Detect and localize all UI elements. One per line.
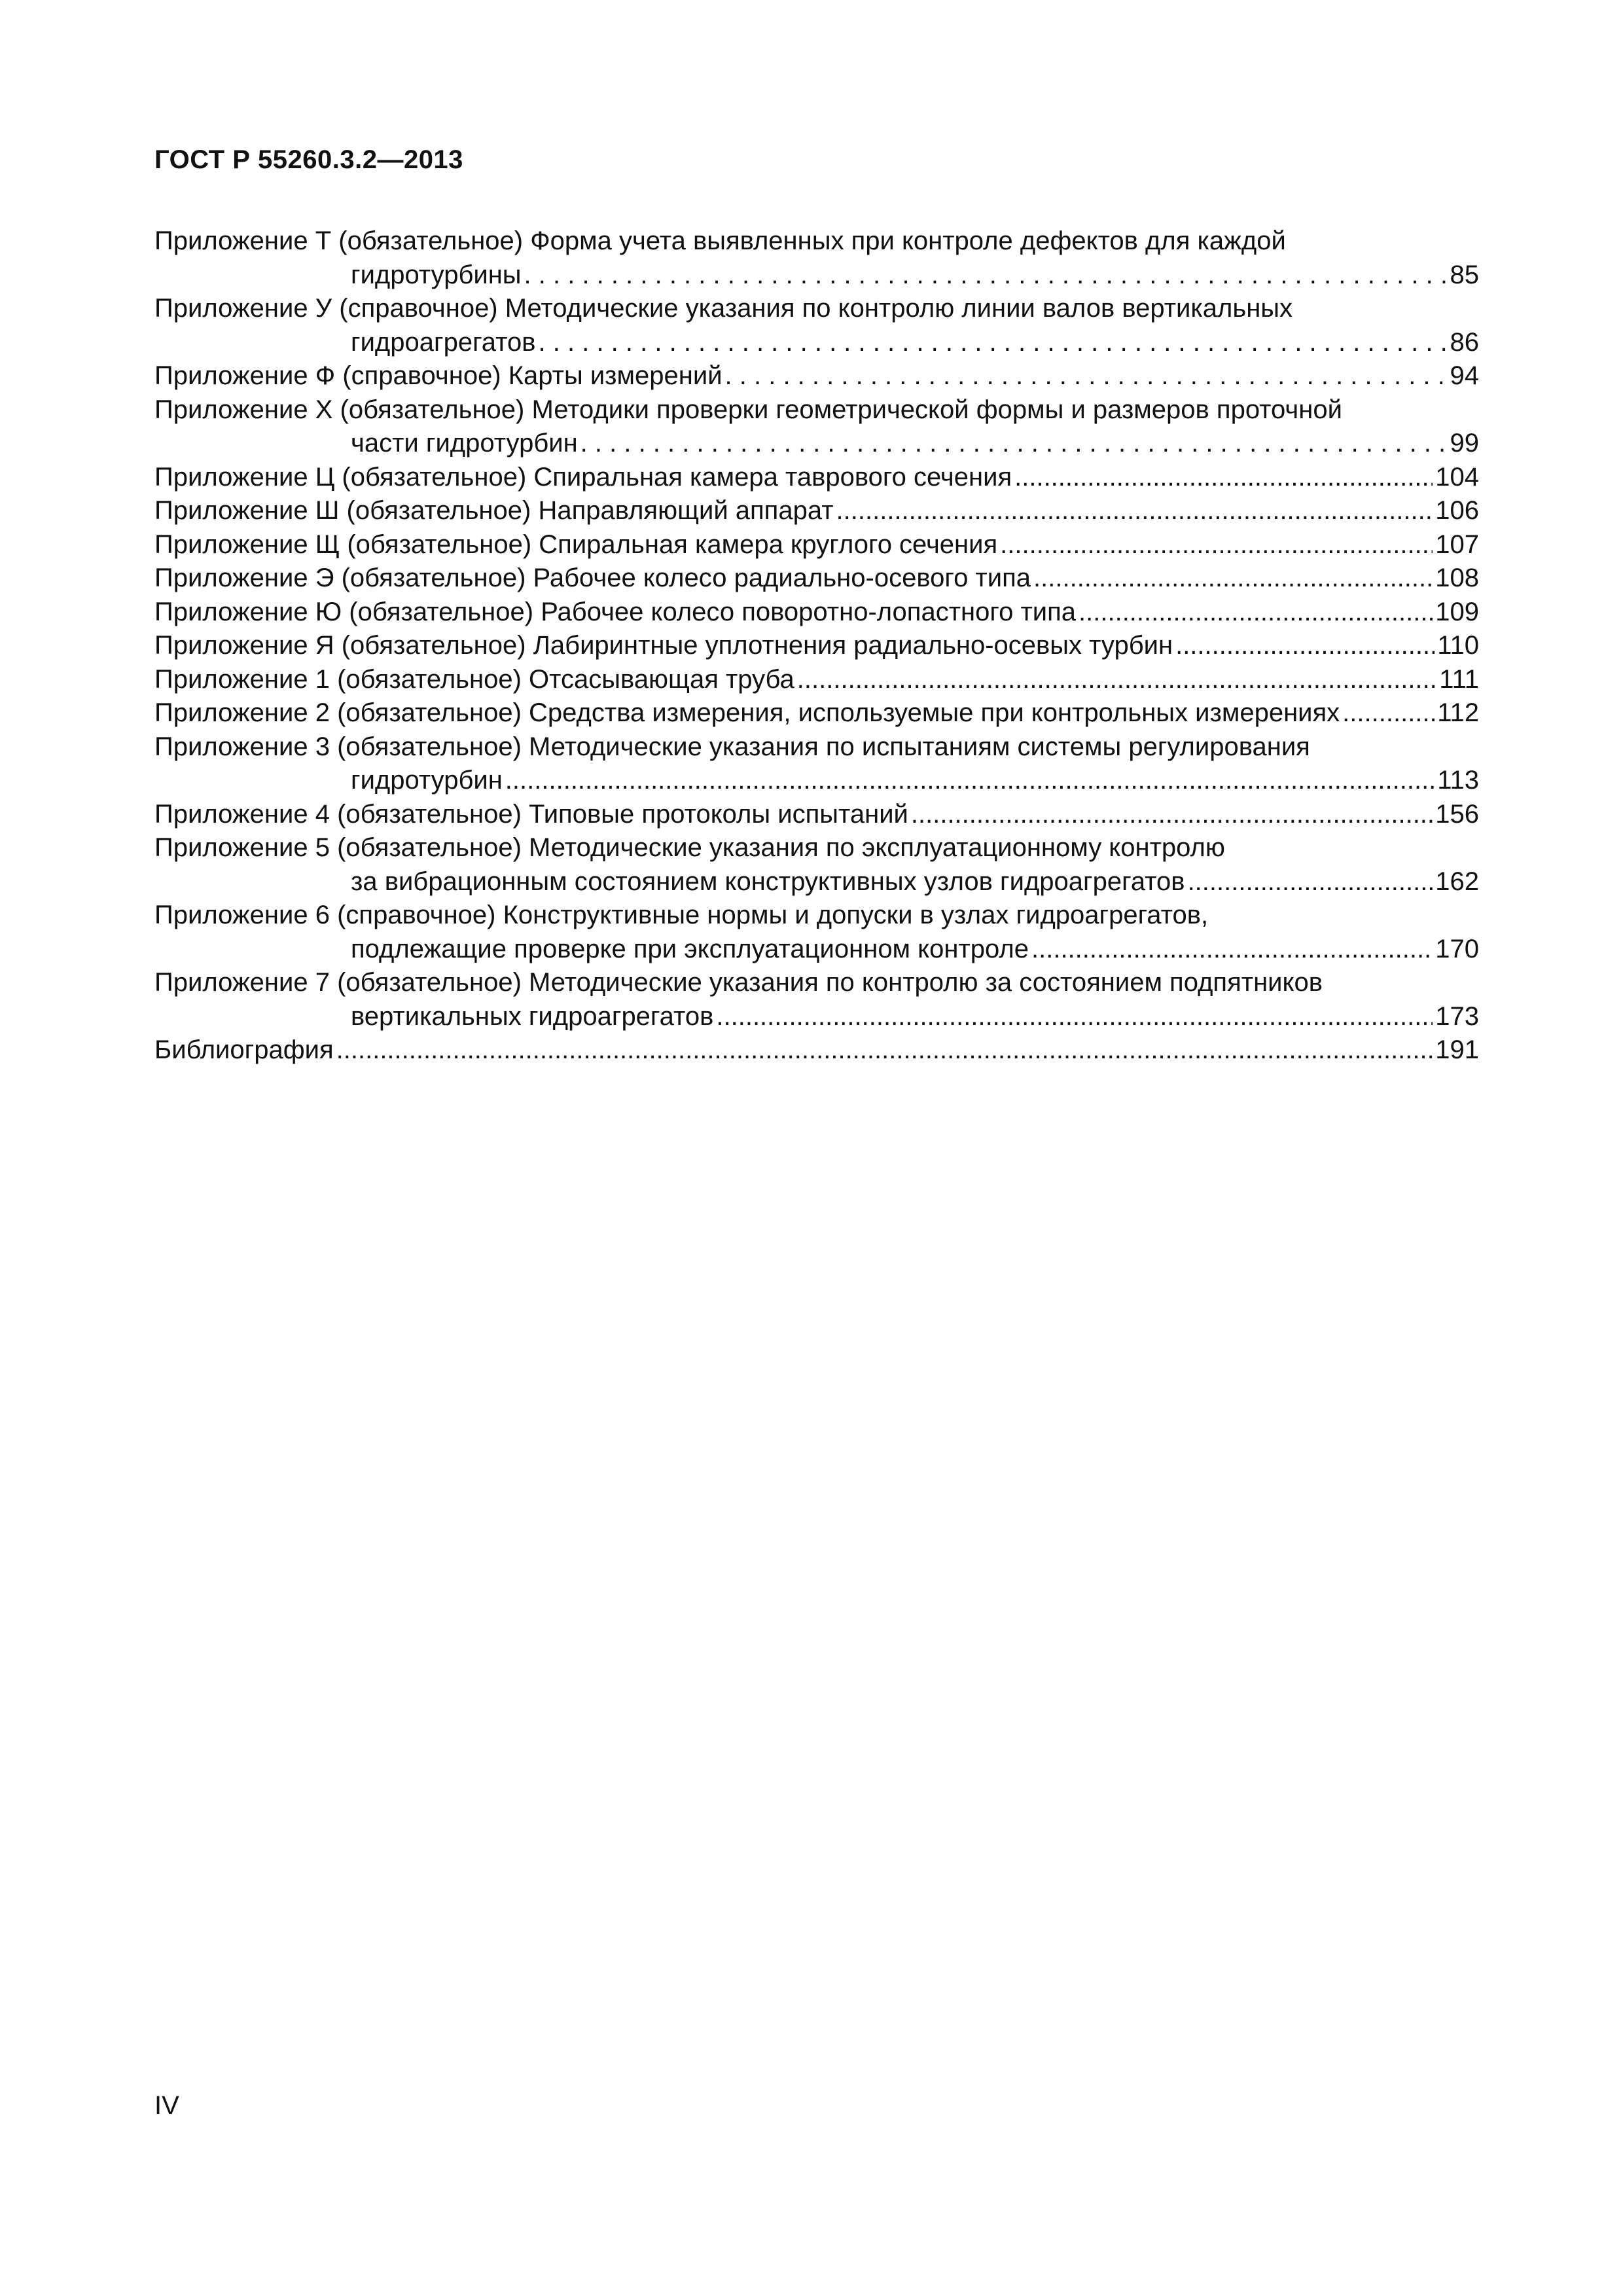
toc-page-number: 112 xyxy=(1437,698,1479,727)
dot-leader xyxy=(1342,696,1435,730)
toc-entry-title: Приложение 2 (обязательное) Средства измерения, используемые при контрольных измерениях xyxy=(154,698,1340,727)
toc-entry-title: Приложение 3 (обязательное) Методические указания по испытаниям системы регулирования xyxy=(154,732,1310,761)
toc-page-number: 162 xyxy=(1435,867,1479,896)
toc-entry-appendix-shch[interactable] xyxy=(154,528,1479,562)
toc-entry-line xyxy=(154,528,1479,562)
dot-leader xyxy=(1188,865,1433,899)
dot-leader xyxy=(911,798,1433,832)
toc-entry-title-cont: подлежащие проверке при эксплуатационном контроле xyxy=(351,934,1029,963)
toc-page-number: 170 xyxy=(1435,934,1479,963)
toc-entry-line xyxy=(154,461,1479,495)
toc-page-number: 104 xyxy=(1435,462,1479,492)
toc-entry-line xyxy=(154,764,1479,798)
dot-leader xyxy=(716,1000,1433,1034)
toc-entry-title: Приложение Т (обязательное) Форма учета выявленных при контроле дефектов для каждой xyxy=(154,226,1286,255)
toc-entry-title: Приложение У (справочное) Методические указания по контролю линии валов вертикальных xyxy=(154,294,1293,323)
toc-entry-title: Приложение 4 (обязательное) Типовые протоколы испытаний xyxy=(154,799,908,829)
dot-leader xyxy=(797,663,1436,697)
dot-leader xyxy=(524,259,1448,293)
dot-leader xyxy=(1000,528,1433,562)
toc-entry-title: Приложение 6 (справочное) Конструктивные нормы и допуски в узлах гидроагрегатов, xyxy=(154,901,1209,929)
toc-entry-appendix-2[interactable] xyxy=(154,696,1479,730)
dot-leader xyxy=(1079,596,1433,630)
toc-entry-title: Приложение Щ (обязательное) Спиральная камера круглого сечения xyxy=(154,529,998,559)
toc-entry-appendix-yu[interactable] xyxy=(154,596,1479,630)
toc-entry-title-cont: гидротурбины xyxy=(351,260,522,289)
dot-leader xyxy=(580,427,1448,461)
toc-page-number: 99 xyxy=(1450,429,1479,457)
dot-leader xyxy=(836,494,1433,528)
toc-entry-title-cont: гидротурбин xyxy=(351,766,503,795)
toc-page-number: 111 xyxy=(1439,664,1479,694)
toc-entry-line xyxy=(154,629,1479,663)
toc-entry-appendix-e[interactable] xyxy=(154,562,1479,596)
dot-leader xyxy=(505,764,1435,798)
toc-entry-appendix-1[interactable] xyxy=(154,663,1479,697)
toc-entry-line xyxy=(154,326,1479,360)
page-number-footer: IV xyxy=(154,2091,179,2120)
dot-leader xyxy=(1031,933,1433,967)
toc-entry-line xyxy=(154,1033,1479,1067)
toc-page-number: 94 xyxy=(1450,361,1479,390)
toc-entry-appendix-sh[interactable] xyxy=(154,494,1479,528)
toc-entry-line xyxy=(154,494,1479,528)
toc-entry-appendix-kh[interactable] xyxy=(154,393,1479,461)
toc-entry-title: Приложение Ф (справочное) Карты измерений xyxy=(154,361,722,390)
toc-entry-title: Библиография xyxy=(154,1035,334,1064)
toc-entry-line xyxy=(154,696,1479,730)
toc-entry-appendix-3[interactable] xyxy=(154,730,1479,798)
toc-entry-line xyxy=(154,259,1479,293)
toc-page-number: 113 xyxy=(1437,766,1479,795)
toc-entry-appendix-ts[interactable] xyxy=(154,461,1479,495)
toc-page-number: 107 xyxy=(1435,529,1479,559)
toc-entry-appendix-u[interactable] xyxy=(154,292,1479,359)
toc-entry-title-cont: части гидротурбин xyxy=(351,429,578,457)
toc-entry-line xyxy=(154,663,1479,697)
dot-leader xyxy=(1033,562,1433,596)
table-of-contents xyxy=(154,224,1479,1067)
dot-leader xyxy=(1175,629,1435,663)
dot-leader xyxy=(539,326,1448,360)
toc-entry-title: Приложение Х (обязательное) Методики проверки геометрической формы и размеров проточной xyxy=(154,395,1342,424)
toc-page-number: 86 xyxy=(1450,327,1479,357)
toc-page-number: 85 xyxy=(1450,260,1479,289)
document-code-header: ГОСТ Р 55260.3.2—2013 xyxy=(154,145,463,174)
toc-entry-appendix-4[interactable] xyxy=(154,798,1479,832)
toc-page-number: 109 xyxy=(1435,597,1479,626)
toc-entry-title: Приложение 7 (обязательное) Методические указания по контролю за состоянием подпятников xyxy=(154,968,1323,997)
toc-entry-title: Приложение 5 (обязательное) Методические указания по эксплуатационному контролю xyxy=(154,833,1225,862)
toc-entry-title: Приложение Э (обязательное) Рабочее колесо радиально-осевого типа xyxy=(154,564,1031,592)
dot-leader xyxy=(725,359,1448,393)
toc-entry-title: Приложение Ю (обязательное) Рабочее колесо поворотно-лопастного типа xyxy=(154,597,1077,626)
toc-entry-line xyxy=(154,596,1479,630)
toc-entry-line xyxy=(154,865,1479,899)
toc-page-number: 110 xyxy=(1437,631,1479,660)
toc-page-number: 108 xyxy=(1435,564,1479,592)
toc-entry-title-cont: гидроагрегатов xyxy=(351,327,536,357)
toc-entry-line xyxy=(154,1000,1479,1034)
toc-entry-title: Приложение Ш (обязательное) Направляющий аппарат xyxy=(154,496,834,525)
toc-entry-appendix-t[interactable] xyxy=(154,224,1479,292)
toc-entry-bibliography[interactable] xyxy=(154,1033,1479,1067)
toc-entry-appendix-f[interactable] xyxy=(154,359,1479,393)
toc-entry-title: Приложение Ц (обязательное) Спиральная камера таврового сечения xyxy=(154,462,1012,492)
toc-entry-title-cont: вертикальных гидроагрегатов xyxy=(351,1001,714,1031)
toc-entry-appendix-5[interactable] xyxy=(154,831,1479,899)
toc-entry-line xyxy=(154,427,1479,461)
toc-entry-line xyxy=(154,798,1479,832)
toc-entry-line xyxy=(154,562,1479,596)
toc-entry-title-cont: за вибрационным состоянием конструктивных узлов гидроагрегатов xyxy=(351,867,1185,896)
toc-entry-title: Приложение 1 (обязательное) Отсасывающая труба xyxy=(154,664,794,694)
toc-page-number: 191 xyxy=(1435,1035,1479,1064)
toc-page-number: 106 xyxy=(1435,496,1479,525)
toc-entry-appendix-6[interactable] xyxy=(154,899,1479,966)
toc-entry-line xyxy=(154,933,1479,967)
toc-page-number: 156 xyxy=(1435,799,1479,829)
toc-entry-appendix-7[interactable] xyxy=(154,966,1479,1033)
toc-entry-appendix-ya[interactable] xyxy=(154,629,1479,663)
dot-leader xyxy=(336,1033,1433,1067)
toc-page-number: 173 xyxy=(1435,1001,1479,1031)
dot-leader xyxy=(1014,461,1433,495)
toc-entry-title: Приложение Я (обязательное) Лабиринтные уплотнения радиально-осевых турбин xyxy=(154,631,1173,660)
toc-entry-line xyxy=(154,359,1479,393)
